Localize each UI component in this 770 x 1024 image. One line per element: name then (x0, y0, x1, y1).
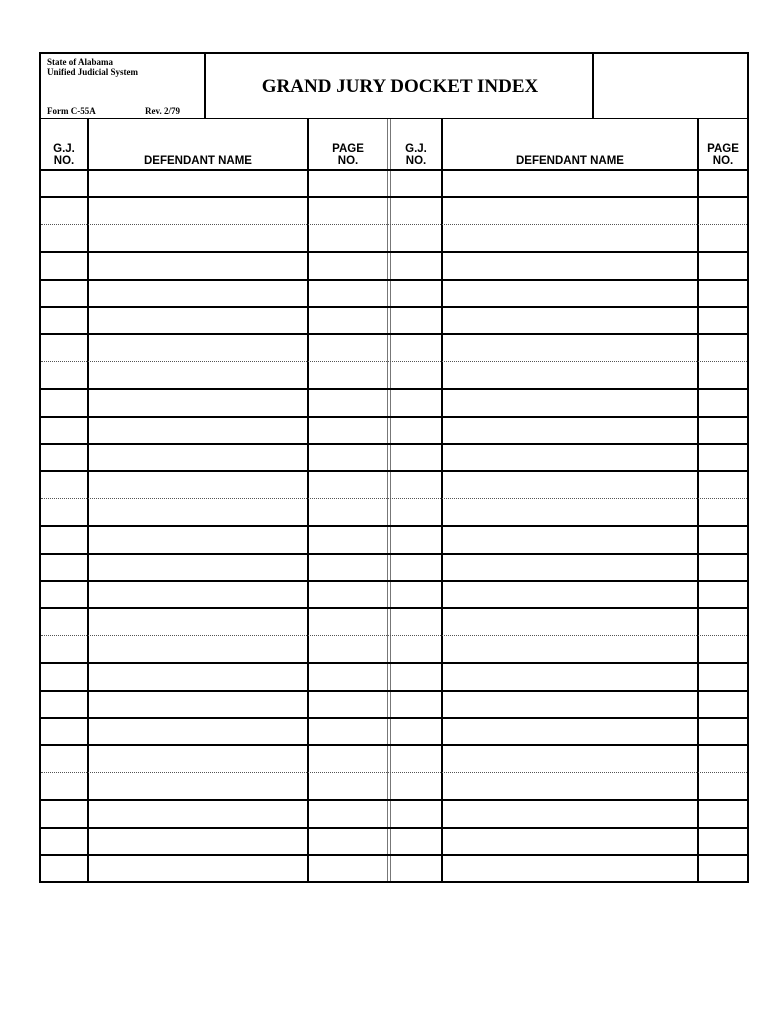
docket-index-form (39, 52, 747, 882)
right-defendant-name-cell[interactable] (443, 800, 697, 826)
right-page-no-cell[interactable] (699, 389, 747, 415)
header-line: PAGE (332, 143, 364, 155)
form-header (39, 52, 749, 119)
right-page-no-cell[interactable] (699, 800, 747, 826)
right-gj-no-cell[interactable] (391, 855, 441, 881)
left-defendant-name-cell[interactable] (89, 252, 307, 278)
right-page-no-cell[interactable] (699, 855, 747, 881)
left-page-no-cell[interactable] (309, 663, 387, 689)
left-page-no-cell[interactable] (309, 718, 387, 744)
header-line: NO. (337, 155, 359, 167)
state-label: State of Alabama (47, 57, 113, 67)
right-page-no-cell[interactable] (699, 334, 747, 360)
docket-table (39, 118, 749, 883)
right-gj-no-header (391, 143, 441, 167)
right-page-no-cell[interactable] (699, 581, 747, 607)
left-gj-no-cell[interactable] (41, 225, 87, 251)
left-defendant-name-cell[interactable] (89, 773, 307, 799)
left-page-no-cell[interactable] (309, 773, 387, 799)
right-gj-no-cell[interactable] (391, 800, 441, 826)
right-defendant-name-cell[interactable] (443, 444, 697, 470)
left-gj-no-cell[interactable] (41, 389, 87, 415)
right-gj-no-cell[interactable] (391, 197, 441, 223)
header-line: NO. (405, 155, 427, 167)
right-page-no-cell[interactable] (699, 636, 747, 662)
right-gj-no-cell[interactable] (391, 170, 441, 196)
header-line: DEFENDANT NAME (144, 155, 252, 167)
left-defendant-name-cell[interactable] (89, 745, 307, 771)
left-page-no-cell[interactable] (309, 362, 387, 388)
left-gj-no-cell[interactable] (41, 773, 87, 799)
left-gj-no-cell[interactable] (41, 197, 87, 223)
left-defendant-name-cell[interactable] (89, 307, 307, 333)
left-page-no-cell[interactable] (309, 828, 387, 854)
left-defendant-name-cell[interactable] (89, 334, 307, 360)
left-page-no-cell[interactable] (309, 471, 387, 497)
right-gj-no-cell[interactable] (391, 471, 441, 497)
left-page-no-cell[interactable] (309, 745, 387, 771)
right-gj-no-cell[interactable] (391, 499, 441, 525)
header-line (443, 143, 697, 155)
right-gj-no-cell[interactable] (391, 280, 441, 306)
right-defendant-name-cell[interactable] (443, 334, 697, 360)
right-defendant-name-cell[interactable] (443, 225, 697, 251)
left-gj-no-cell[interactable] (41, 663, 87, 689)
right-page-no-cell[interactable] (699, 225, 747, 251)
left-defendant-name-cell[interactable] (89, 389, 307, 415)
left-page-no-cell[interactable] (309, 554, 387, 580)
right-page-no-cell[interactable] (699, 718, 747, 744)
left-gj-no-cell[interactable] (41, 855, 87, 881)
right-gj-no-cell[interactable] (391, 718, 441, 744)
left-page-no-cell[interactable] (309, 499, 387, 525)
left-page-no-header (309, 143, 387, 167)
right-defendant-name-cell[interactable] (443, 773, 697, 799)
left-defendant-name-cell[interactable] (89, 225, 307, 251)
right-defendant-name-cell[interactable] (443, 745, 697, 771)
left-page-no-cell[interactable] (309, 170, 387, 196)
right-page-no-cell[interactable] (699, 608, 747, 634)
left-page-no-cell[interactable] (309, 197, 387, 223)
right-page-no-cell[interactable] (699, 362, 747, 388)
left-defendant-name-cell[interactable] (89, 417, 307, 443)
right-defendant-name-cell[interactable] (443, 252, 697, 278)
header-blank-box[interactable] (592, 54, 747, 118)
left-defendant-name-cell[interactable] (89, 170, 307, 196)
left-defendant-name-cell[interactable] (89, 526, 307, 552)
left-defendant-name-cell[interactable] (89, 691, 307, 717)
right-page-no-cell[interactable] (699, 197, 747, 223)
left-defendant-name-cell[interactable] (89, 554, 307, 580)
right-gj-no-cell[interactable] (391, 663, 441, 689)
left-defendant-name-cell[interactable] (89, 444, 307, 470)
right-gj-no-cell[interactable] (391, 307, 441, 333)
left-defendant-name-cell[interactable] (89, 499, 307, 525)
left-gj-no-cell[interactable] (41, 526, 87, 552)
right-defendant-name-cell[interactable] (443, 280, 697, 306)
right-page-no-cell[interactable] (699, 745, 747, 771)
left-page-no-cell[interactable] (309, 444, 387, 470)
page-title: GRAND JURY DOCKET INDEX (261, 76, 539, 97)
right-defendant-name-cell[interactable] (443, 526, 697, 552)
right-page-no-cell[interactable] (699, 526, 747, 552)
left-defendant-name-cell[interactable] (89, 828, 307, 854)
right-page-no-cell[interactable] (699, 663, 747, 689)
form-number: Form C-55A (47, 106, 96, 116)
header-line: G.J. (53, 143, 75, 155)
left-defendant-name-cell[interactable] (89, 197, 307, 223)
right-defendant-name-cell[interactable] (443, 581, 697, 607)
right-page-no-cell[interactable] (699, 252, 747, 278)
left-defendant-name-header (89, 143, 307, 167)
right-gj-no-cell[interactable] (391, 828, 441, 854)
form-revision: Rev. 2/79 (145, 106, 180, 116)
right-page-no-cell[interactable] (699, 417, 747, 443)
right-page-no-cell[interactable] (699, 554, 747, 580)
header-line: PAGE (707, 143, 739, 155)
left-gj-no-cell[interactable] (41, 252, 87, 278)
right-defendant-name-cell[interactable] (443, 389, 697, 415)
right-defendant-name-cell[interactable] (443, 197, 697, 223)
right-defendant-name-cell[interactable] (443, 307, 697, 333)
right-defendant-name-cell[interactable] (443, 718, 697, 744)
left-page-no-cell[interactable] (309, 855, 387, 881)
right-page-no-cell[interactable] (699, 828, 747, 854)
right-gj-no-cell[interactable] (391, 636, 441, 662)
left-defendant-name-cell[interactable] (89, 280, 307, 306)
header-line: G.J. (405, 143, 427, 155)
left-gj-no-cell[interactable] (41, 499, 87, 525)
right-defendant-name-cell[interactable] (443, 554, 697, 580)
right-gj-no-cell[interactable] (391, 773, 441, 799)
left-gj-no-cell[interactable] (41, 170, 87, 196)
left-defendant-name-cell[interactable] (89, 362, 307, 388)
right-gj-no-cell[interactable] (391, 581, 441, 607)
right-gj-no-cell[interactable] (391, 417, 441, 443)
left-page-no-cell[interactable] (309, 581, 387, 607)
left-page-no-cell[interactable] (309, 334, 387, 360)
left-page-no-cell[interactable] (309, 608, 387, 634)
right-page-no-header (699, 143, 747, 167)
right-gj-no-cell[interactable] (391, 691, 441, 717)
right-gj-no-cell[interactable] (391, 334, 441, 360)
system-label: Unified Judicial System (47, 67, 139, 77)
right-page-no-cell[interactable] (699, 471, 747, 497)
left-page-no-cell[interactable] (309, 526, 387, 552)
form-identification-box (41, 54, 206, 118)
left-gj-no-cell[interactable] (41, 745, 87, 771)
right-defendant-name-cell[interactable] (443, 170, 697, 196)
right-page-no-cell[interactable] (699, 307, 747, 333)
left-gj-no-cell[interactable] (41, 417, 87, 443)
left-defendant-name-cell[interactable] (89, 718, 307, 744)
right-gj-no-cell[interactable] (391, 554, 441, 580)
header-line: NO. (53, 155, 75, 167)
left-gj-no-cell[interactable] (41, 362, 87, 388)
right-page-no-cell[interactable] (699, 444, 747, 470)
right-page-no-cell[interactable] (699, 773, 747, 799)
left-page-no-cell[interactable] (309, 691, 387, 717)
right-gj-no-cell[interactable] (391, 444, 441, 470)
left-defendant-name-cell[interactable] (89, 855, 307, 881)
right-gj-no-cell[interactable] (391, 526, 441, 552)
right-gj-no-cell[interactable] (391, 389, 441, 415)
header-line (89, 143, 307, 155)
left-defendant-name-cell[interactable] (89, 581, 307, 607)
right-page-no-cell[interactable] (699, 170, 747, 196)
left-page-no-cell[interactable] (309, 636, 387, 662)
right-defendant-name-cell[interactable] (443, 471, 697, 497)
left-page-no-cell[interactable] (309, 252, 387, 278)
left-gj-no-cell[interactable] (41, 718, 87, 744)
right-defendant-name-header (443, 143, 697, 167)
right-defendant-name-cell[interactable] (443, 636, 697, 662)
left-page-no-cell[interactable] (309, 389, 387, 415)
right-defendant-name-cell[interactable] (443, 417, 697, 443)
left-defendant-name-cell[interactable] (89, 663, 307, 689)
left-defendant-name-cell[interactable] (89, 608, 307, 634)
left-gj-no-cell[interactable] (41, 800, 87, 826)
right-defendant-name-cell[interactable] (443, 691, 697, 717)
right-page-no-cell[interactable] (699, 691, 747, 717)
right-defendant-name-cell[interactable] (443, 499, 697, 525)
left-gj-no-cell[interactable] (41, 554, 87, 580)
right-defendant-name-cell[interactable] (443, 663, 697, 689)
right-page-no-cell[interactable] (699, 280, 747, 306)
right-gj-no-cell[interactable] (391, 362, 441, 388)
left-page-no-cell[interactable] (309, 307, 387, 333)
right-defendant-name-cell[interactable] (443, 608, 697, 634)
left-gj-no-cell[interactable] (41, 307, 87, 333)
right-page-no-cell[interactable] (699, 499, 747, 525)
left-gj-no-cell[interactable] (41, 581, 87, 607)
header-line: DEFENDANT NAME (516, 155, 624, 167)
right-gj-no-cell[interactable] (391, 225, 441, 251)
left-page-no-cell[interactable] (309, 225, 387, 251)
left-defendant-name-cell[interactable] (89, 636, 307, 662)
left-gj-no-cell[interactable] (41, 828, 87, 854)
left-defendant-name-cell[interactable] (89, 471, 307, 497)
left-gj-no-cell[interactable] (41, 608, 87, 634)
left-defendant-name-cell[interactable] (89, 800, 307, 826)
left-gj-no-header (41, 143, 87, 167)
right-defendant-name-cell[interactable] (443, 362, 697, 388)
left-gj-no-cell[interactable] (41, 334, 87, 360)
header-line: NO. (712, 155, 734, 167)
left-page-no-cell[interactable] (309, 280, 387, 306)
left-gj-no-cell[interactable] (41, 636, 87, 662)
right-defendant-name-cell[interactable] (443, 828, 697, 854)
left-page-no-cell[interactable] (309, 417, 387, 443)
right-gj-no-cell[interactable] (391, 608, 441, 634)
right-gj-no-cell[interactable] (391, 252, 441, 278)
left-page-no-cell[interactable] (309, 800, 387, 826)
right-gj-no-cell[interactable] (391, 745, 441, 771)
left-gj-no-cell[interactable] (41, 444, 87, 470)
left-gj-no-cell[interactable] (41, 471, 87, 497)
right-defendant-name-cell[interactable] (443, 855, 697, 881)
left-gj-no-cell[interactable] (41, 280, 87, 306)
left-gj-no-cell[interactable] (41, 691, 87, 717)
